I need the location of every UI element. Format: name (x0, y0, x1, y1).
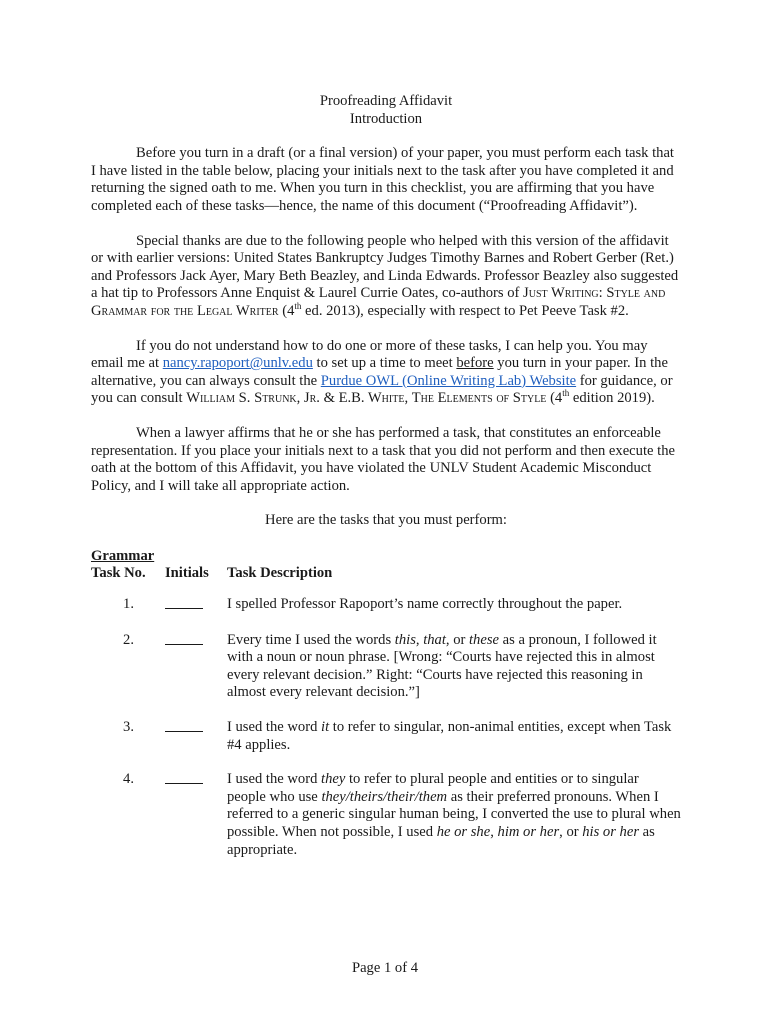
purdue-owl-link[interactable]: Purdue OWL (Online Writing Lab) Website (320, 372, 577, 389)
desc-text: as a pronoun, I followed it with a noun or noun phrase. [Wrong: “Courts have rejected this in almost every relevant decision.” Right: “Courts have rejected this reasoning in almost every relevant decision.”] (227, 631, 657, 701)
thanks-text-end: ed. 2013), especially with respect to Pet Peeve Task #2. (301, 302, 629, 319)
title-block (91, 93, 681, 128)
task-description (227, 719, 681, 754)
initials-blank[interactable] (165, 632, 227, 702)
before-emphasis: before (456, 355, 494, 372)
thanks-paragraph (91, 233, 681, 321)
help-text-7: edition 2019). (569, 390, 655, 407)
task-row-2 (91, 632, 681, 702)
header-task-no: Task No. (91, 565, 146, 582)
thanks-text: Special thanks are due to the following people who helped with this version of the affidavit or with earlier versions: United States Bankruptcy Judges Timothy Barnes and Robert Gerber (Ret.) and Professors Jack Ayer, Mary Beth Beazley, and Linda Edwards. Professor Beazley also suggested a hat tip to Professors Anne Enquist & Laurel Currie Oates, co-authors of (91, 232, 679, 302)
task-description (227, 771, 681, 859)
term-italic: these (469, 631, 499, 648)
desc-text: , (490, 824, 498, 840)
help-text: If you do not understand how to do one or more of these tasks, I can help you. You may email me at (91, 337, 648, 372)
desc-text: , or (445, 631, 469, 648)
task-description: I spelled Professor Rapoport’s name correctly throughout the paper. (227, 596, 623, 613)
term-italic: he or she (436, 824, 491, 840)
edition-text: (4 (278, 302, 295, 319)
document-title: Proofreading Affidavit (319, 93, 453, 109)
header-task-description: Task Description (227, 565, 333, 582)
initials-blank[interactable] (165, 771, 227, 859)
desc-text: to refer to plural people and entities or to singular people who use (227, 771, 639, 805)
help-text-3: you turn in your paper. In the alternative, you can always consult the (91, 355, 668, 389)
book-title-just-writing: Just Writing: Style and Grammar for the Legal Writer (91, 285, 666, 319)
document-page (91, 93, 681, 876)
task-row-3 (91, 719, 681, 754)
table-header (91, 565, 681, 583)
task-number: 2. (123, 631, 134, 648)
help-text-2: to set up a time to meet (312, 355, 457, 372)
section-heading: Grammar (91, 547, 155, 564)
desc-text: , or (559, 824, 583, 840)
header-initials: Initials (165, 565, 209, 582)
book-title-elements: The Elements of Style (411, 390, 547, 407)
task-row-4 (91, 771, 681, 859)
edition-sup-2: th (562, 388, 570, 399)
help-text-5: , (404, 390, 412, 407)
document-subtitle: Introduction (349, 110, 423, 127)
tasks-intro: Here are the tasks that you must perform: (265, 512, 507, 529)
edition-sup: th (294, 301, 302, 312)
term-italic: him or her (497, 824, 560, 840)
term-italic: they (321, 771, 346, 788)
help-text-4: for guidance, or you can consult (91, 372, 673, 407)
help-text-6: (4 (546, 390, 563, 407)
desc-text: I used the word (227, 719, 322, 736)
desc-text: to refer to singular, non-animal entities, except when Task #4 applies. (227, 719, 672, 753)
email-link[interactable]: nancy.rapoport@unlv.edu (162, 355, 313, 372)
term-italic: his or her (582, 824, 640, 840)
desc-text: , (415, 631, 424, 648)
help-paragraph (91, 338, 681, 408)
page-number: Page 1 of 4 (351, 960, 419, 976)
desc-text: as appropriate. (227, 824, 655, 858)
task-number: 1. (123, 596, 134, 613)
task-row-1 (91, 596, 681, 615)
term-italic: they/theirs/their/them (321, 788, 448, 805)
task-number: 3. (123, 719, 134, 736)
task-number: 4. (123, 771, 134, 788)
term-italic: it (321, 719, 330, 736)
initials-blank[interactable] (165, 719, 227, 754)
task-description (227, 632, 681, 702)
intro-paragraph: Before you turn in a draft (or a final version) of your paper, you must perform each task that I have listed in the table below, placing your initials next to the task after you have completed it and returning the signed oath to me. When you turn in this checklist, you are affirming that you have completed each of these tasks—hence, the name of this document (“Proofreading Affidavit”). (91, 145, 674, 214)
term-italic: this (394, 631, 416, 648)
warning-paragraph: When a lawyer affirms that he or she has performed a task, that constitutes an enforceable representation. If you place your initials next to a task that you did not perform and then execute the oath at the bottom of this Affidavit, you have violated the UNLV Student Academic Misconduct Policy, and I will take all appropriate action. (91, 424, 675, 494)
desc-text: as their preferred pronouns. When I referred to a generic singular human being, I converted the use to plural when possible. When not possible, I used (227, 788, 681, 840)
initials-blank[interactable] (165, 596, 227, 615)
desc-text: Every time I used the words (227, 631, 395, 648)
term-italic: that (423, 631, 446, 648)
desc-text: I used the word (227, 771, 322, 788)
authors-name: William S. Strunk, Jr. & E.B. White (186, 390, 405, 407)
